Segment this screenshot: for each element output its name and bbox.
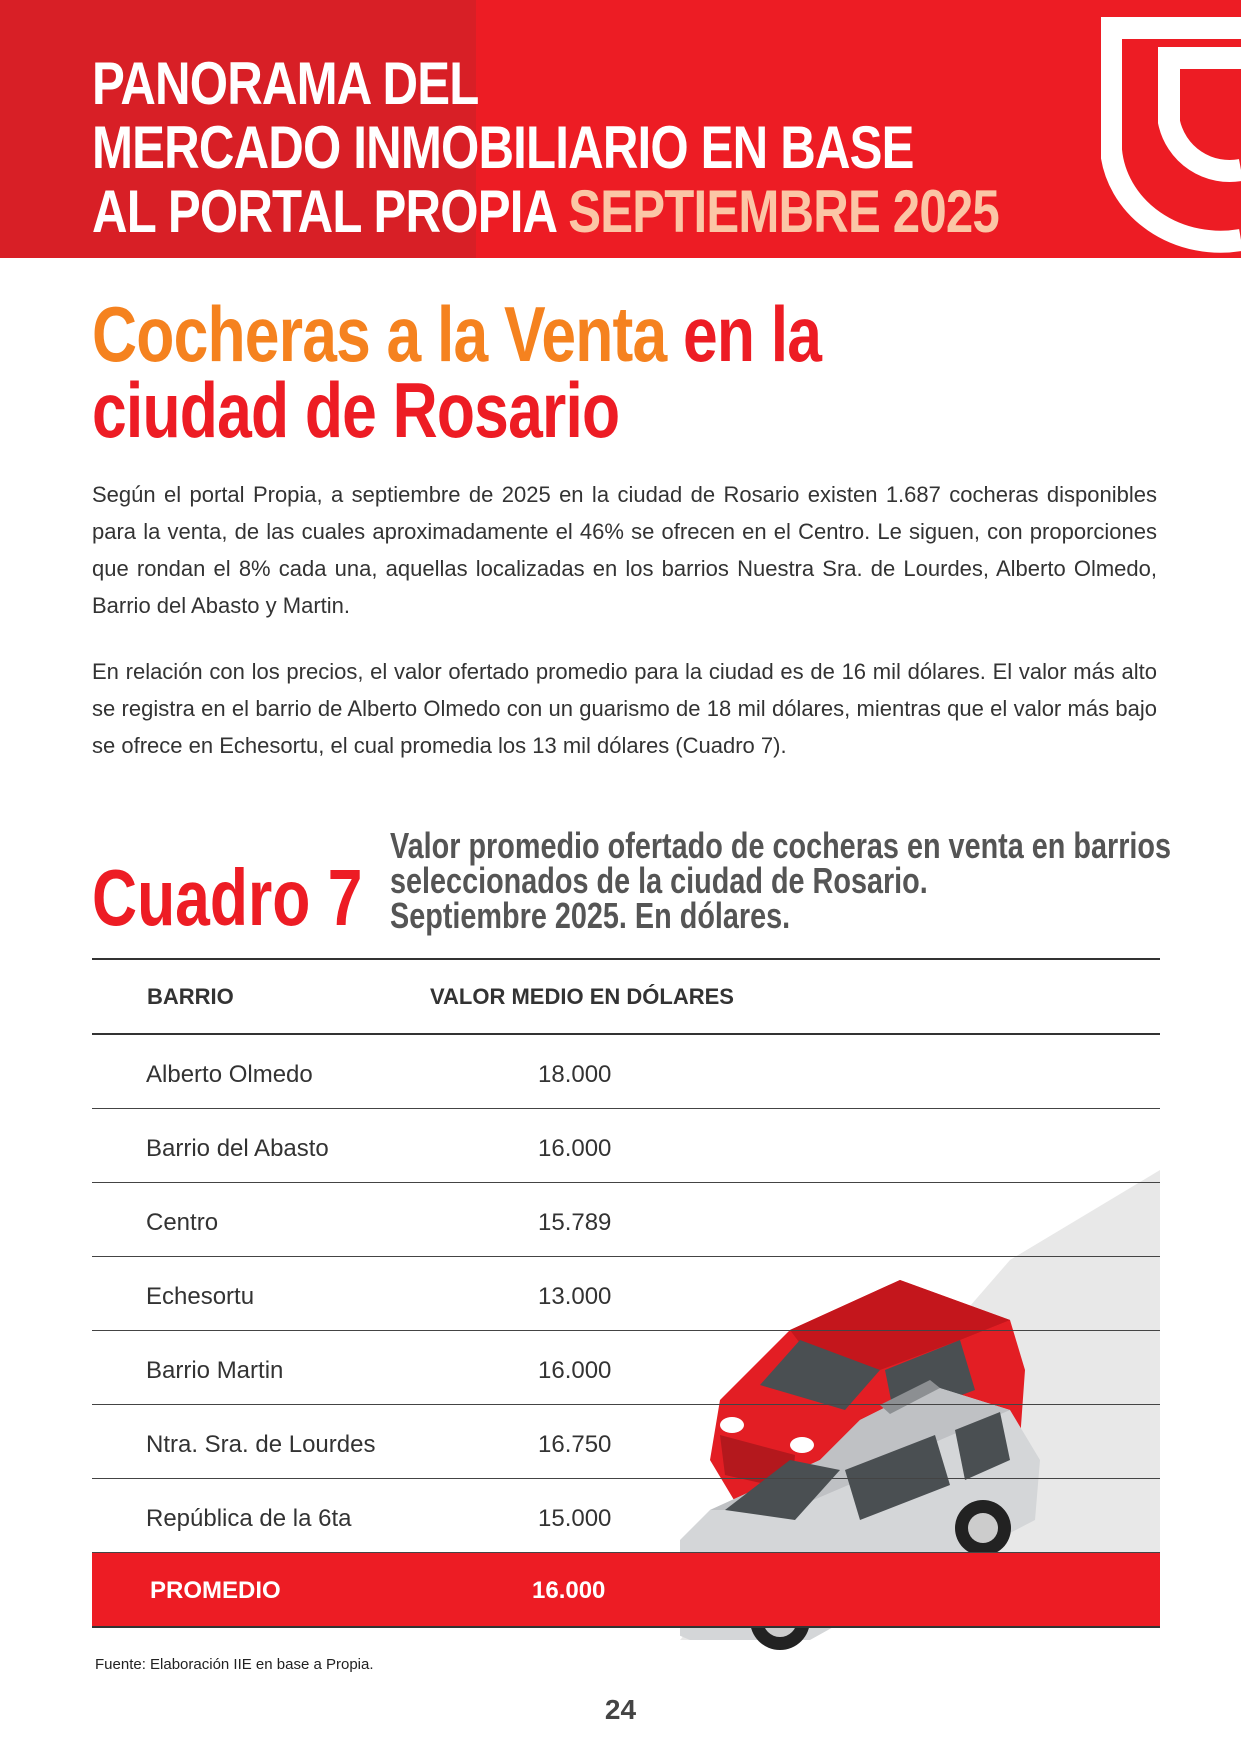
barrio-cell: Ntra. Sra. de Lourdes	[146, 1431, 376, 1458]
table-caption-line2: seleccionados de la ciudad de Rosario.	[390, 860, 928, 901]
body-paragraph-1: Según el portal Propia, a septiembre de 2025 en la ciudad de Rosario existen 1.687 cocheras disponibles para la venta, de las cuales aproximadamente el 46% se ofrecen en el Centro. Le siguen, con proporciones que rondan el 8% cada una, aquellas localizadas en los barrios Nuestra Sra. de Lourdes, Alberto Olmedo, Barrio del Abasto y Martin.	[92, 482, 1157, 618]
body-paragraph-2: En relación con los precios, el valor ofertado promedio para la ciudad es de 16 mil dólares. El valor más alto se registra en el barrio de Alberto Olmedo con un guarismo de 18 mil dólares, mientras que el valor más bajo se ofrece en Echesortu, el cual promedia los 13 mil dólares (Cuadro 7).	[92, 659, 1157, 758]
page-number: 24	[604, 1694, 637, 1725]
barrio-cell: Centro	[146, 1209, 219, 1236]
brand-logo-icon	[1101, 0, 1241, 258]
column-header-valor: VALOR MEDIO EN DÓLARES	[430, 984, 734, 1009]
table-total-row	[92, 1553, 1160, 1628]
table-row	[92, 1257, 1160, 1331]
barrio-cell: República de la 6ta	[146, 1505, 352, 1532]
heading-part2: ciudad de Rosario	[92, 366, 620, 454]
table-row	[92, 1109, 1160, 1183]
table-caption-line1: Valor promedio ofertado de cocheras en venta en barrios	[390, 825, 1172, 866]
table-row	[92, 1183, 1160, 1257]
valor-cell: 16.750	[538, 1431, 612, 1458]
report-title	[92, 52, 999, 244]
valor-cell: 15.789	[538, 1209, 612, 1236]
table-row	[92, 1479, 1160, 1553]
heading-part1: en la	[682, 290, 822, 378]
report-title-line2: MERCADO INMOBILIARIO EN BASE	[92, 114, 914, 181]
table-caption-line3: Septiembre 2025. En dólares.	[390, 895, 791, 936]
table-header-row	[92, 960, 1160, 1035]
report-title-line1: PANORAMA DEL	[92, 50, 479, 117]
valor-cell: 16.000	[538, 1357, 612, 1384]
report-title-line3: AL PORTAL PROPIA	[92, 178, 556, 245]
valor-cell: 18.000	[538, 1061, 612, 1088]
table-caption	[390, 825, 1172, 936]
barrio-cell: Echesortu	[146, 1283, 255, 1310]
barrio-cell: Barrio Martin	[146, 1357, 284, 1384]
valor-cell: 16.000	[538, 1135, 612, 1162]
total-value: 16.000	[532, 1577, 606, 1604]
data-table	[92, 958, 1160, 1628]
total-label: PROMEDIO	[150, 1577, 281, 1604]
valor-cell: 13.000	[538, 1283, 612, 1310]
barrio-cell: Barrio del Abasto	[146, 1135, 329, 1162]
header-banner	[0, 0, 1241, 258]
heading-highlight: Cocheras a la Venta	[92, 290, 667, 378]
valor-cell: 15.000	[538, 1505, 612, 1532]
section-heading	[92, 290, 822, 454]
table-row	[92, 1035, 1160, 1109]
report-date: SEPTIEMBRE 2025	[568, 178, 999, 245]
source-note: Fuente: Elaboración IIE en base a Propia.	[95, 1656, 374, 1673]
table-row	[92, 1331, 1160, 1405]
barrio-cell: Alberto Olmedo	[146, 1061, 313, 1088]
table-row	[92, 1405, 1160, 1479]
column-header-barrio: BARRIO	[147, 984, 234, 1009]
table-label: Cuadro 7	[92, 853, 363, 942]
